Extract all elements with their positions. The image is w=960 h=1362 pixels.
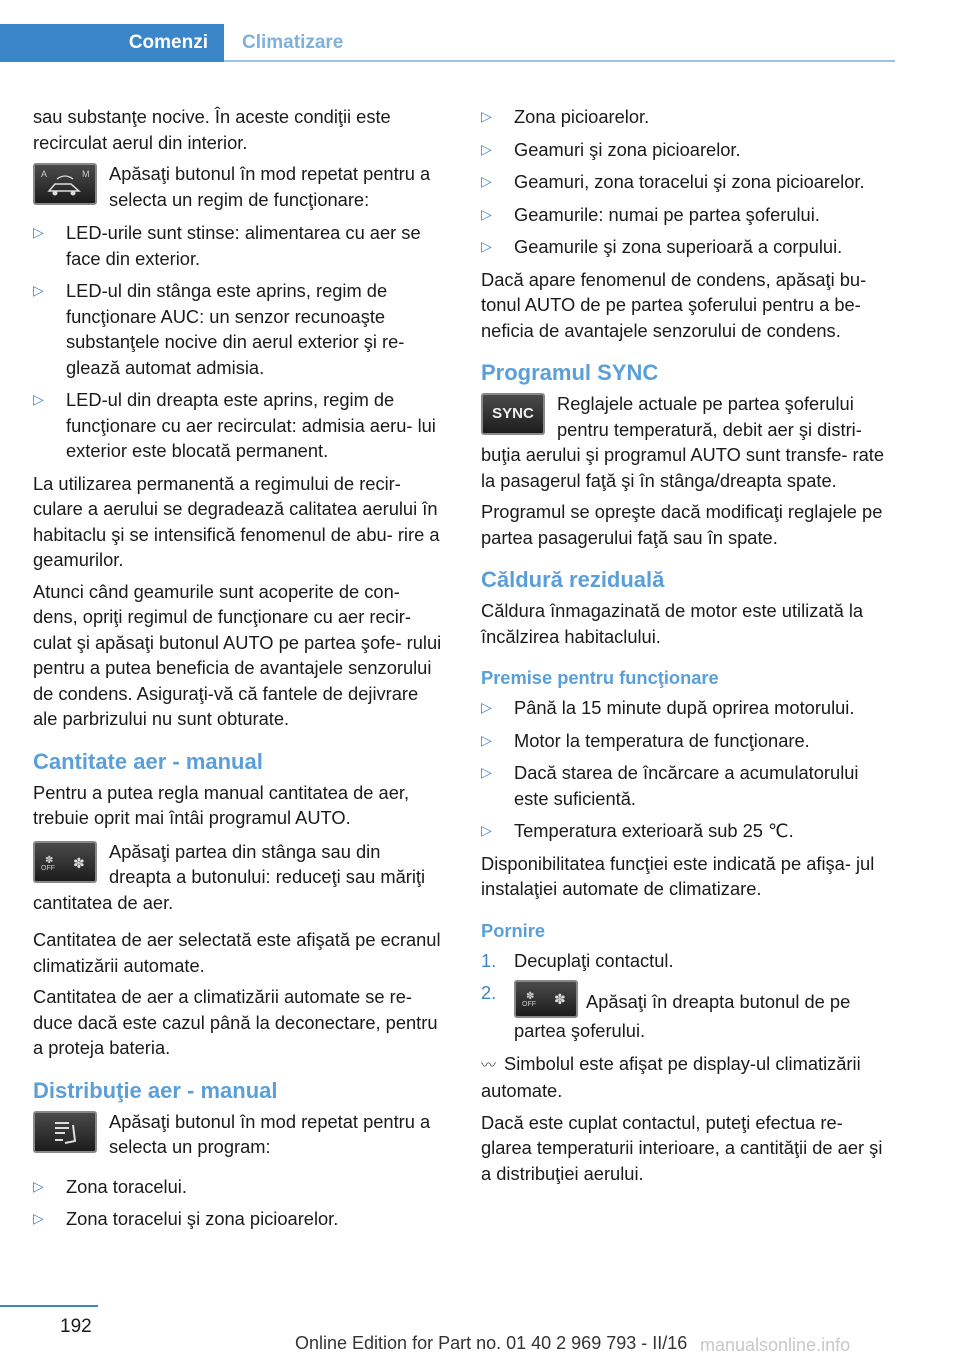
- sync-button-image: SYNC: [481, 393, 545, 435]
- air-distribution-icon: [35, 1113, 95, 1151]
- list-item: ▷ Până la 15 minute după oprirea motorului.: [481, 695, 895, 721]
- triangle-bullet-icon: ▷: [33, 282, 44, 298]
- footer-rule: [0, 1305, 98, 1307]
- triangle-bullet-icon: ▷: [33, 224, 44, 240]
- svg-text:A: A: [41, 169, 48, 179]
- paragraph: Dacă este cuplat contactul, puteţi efectua re‐ glarea temperaturii interioare, a cantităţii de aer şi a distribuţiei aerului.: [481, 1111, 883, 1184]
- list-item: ▷ Zona picioarelor.: [481, 104, 895, 130]
- paragraph: La utilizarea permanentă a regimului de recir‐ culare a aerului se degradează calitatea aerului în habitaclu şi se intensifică fenomenul de abu‐ rire a geamurilor.: [33, 472, 440, 570]
- paragraph: sau substanţe nocive. În aceste condiţii este recirculat aerul din interior.: [33, 106, 391, 153]
- list-item: ▷ Zona toracelui.: [33, 1174, 447, 1200]
- triangle-bullet-icon: ▷: [481, 205, 492, 222]
- svg-text:✽: ✽: [45, 854, 54, 866]
- list-item: ▷ Geamurile: numai pe partea şoferului.: [481, 202, 895, 228]
- section-heading: Distribuţie aer - manual: [33, 1077, 278, 1103]
- list-item: ▷ Dacă starea de încărcare a acumulatorului este suficientă.: [481, 762, 859, 809]
- air-recirculation-row: [33, 161, 447, 212]
- triangle-bullet-icon: ▷: [481, 238, 492, 254]
- bullet-list: [481, 695, 895, 844]
- triangle-bullet-icon: ▷: [481, 822, 492, 838]
- fan-icon: [516, 982, 576, 1016]
- list-item: ▷ Zona toracelui şi zona picioarelor.: [33, 1206, 447, 1232]
- numbered-list: [481, 948, 895, 1044]
- air-quantity-row: [33, 839, 447, 916]
- paragraph: 〰 Simbolul este afişat pe display-ul climatizării automate.: [481, 1052, 861, 1101]
- sync-description: Reglajele actuale pe partea şoferului pentru temperatură, debit aer şi distri‐ buţia aerului şi programul AUTO sunt transfe‐ rate la pasagerul faţă şi în stânga/dreapta spate.: [481, 393, 885, 491]
- triangle-bullet-icon: ▷: [481, 140, 492, 157]
- tab-climatizare[interactable]: Climatizare: [242, 32, 344, 53]
- list-item: ▷ Geamurile şi zona superioară a corpului.: [481, 234, 895, 260]
- triangle-bullet-icon: ▷: [33, 1177, 44, 1194]
- svg-text:OFF: OFF: [522, 1001, 536, 1008]
- list-item: ▷ LED-ul din stânga este aprins, regim de funcţionare AUC: un senzor recunoaşte substanţele nocive din aerul exterior şi re‐ glează automat admisia.: [33, 280, 405, 378]
- page-number: 192: [60, 1316, 92, 1337]
- triangle-bullet-icon: ▷: [481, 731, 492, 748]
- paragraph: Disponibilitatea funcţiei este indicată pe afişa‐ jul instalaţiei automate de climatizare.: [481, 852, 875, 899]
- button-instruction: Apăsaţi butonul în mod repetat pentru a selecta un regim de funcţionare:: [109, 163, 431, 210]
- fan-button-image: [514, 980, 578, 1018]
- triangle-bullet-icon: ▷: [481, 699, 492, 715]
- list-item: ▷ LED-urile sunt stinse: alimentarea cu aer se face din exterior.: [33, 222, 421, 269]
- tab-comenzi[interactable]: Comenzi: [0, 24, 224, 62]
- svg-text:✽: ✽: [554, 992, 566, 1008]
- car-recirculation-icon: [35, 165, 95, 203]
- air-distribution-row: [33, 1109, 447, 1160]
- subsection-heading: Premise pentru funcţionare: [481, 667, 719, 688]
- triangle-bullet-icon: ▷: [33, 1210, 44, 1226]
- triangle-bullet-icon: ▷: [33, 391, 44, 407]
- sync-row: [481, 391, 895, 493]
- bullet-list: [33, 220, 447, 464]
- paragraph: Dacă apare fenomenul de condens, apăsaţi bu‐ tonul AUTO de pe partea şoferului pentru a be‐ neficia de avantajele senzorului de condens.: [481, 268, 867, 341]
- heat-symbol-icon: 〰: [481, 1055, 497, 1074]
- list-item: ▷ Geamuri şi zona picioarelor.: [481, 137, 895, 163]
- triangle-bullet-icon: ▷: [481, 108, 492, 124]
- button-instruction: Apăsaţi partea din stânga sau din dreapta a butonului: reduceţi sau măriţi cantitatea de aer.: [33, 840, 426, 913]
- air-quantity-button-image: [33, 841, 97, 883]
- right-column: [481, 104, 895, 1192]
- list-item: ▷ LED-ul din dreapta este aprins, regim de funcţionare cu aer recirculat: admisia aeru‐ lui exterior este blocată permanent.: [33, 389, 436, 461]
- paragraph: Căldura înmagazinată de motor este utilizată la încălzirea habitaclului.: [481, 600, 864, 647]
- paragraph: Pentru a putea regla manual cantitatea de aer, trebuie oprit mai întâi programul AUTO.: [33, 781, 410, 828]
- svg-text:OFF: OFF: [41, 864, 55, 872]
- section-heading: Căldură reziduală: [481, 567, 665, 592]
- list-item: ▷ Motor la temperatura de funcţionare.: [481, 728, 895, 754]
- left-column: [33, 104, 447, 1239]
- paragraph: Atunci când geamurile sunt acoperite de con‐ dens, opriţi regimul de funcţionare cu aer recir‐ culat şi apăsaţi butonul AUTO pe partea şofe‐ rului pentru a putea beneficia de avantajele senzorului de condens. Asiguraţi-vă că fantele de dejivrare ale parbrizului nu sunt obturate.: [33, 580, 442, 729]
- tab-underline: [224, 60, 895, 62]
- list-item: ▷ Geamuri, zona toracelui şi zona picioarelor.: [481, 169, 895, 195]
- bullet-list: [33, 1174, 447, 1232]
- triangle-bullet-icon: ▷: [481, 173, 492, 189]
- list-item: 1. Decuplaţi contactul.: [481, 949, 674, 971]
- watermark: manualsonline.info: [700, 1335, 851, 1355]
- fan-icon: [35, 843, 95, 881]
- air-recirculation-button-image: [33, 163, 97, 205]
- paragraph: Cantitatea de aer a climatizării automate se re‐ duce dacă este cazul până la deconectare, pentru a proteja bateria.: [33, 986, 438, 1058]
- edition-text: Online Edition for Part no. 01 40 2 969 793 - II/16: [295, 1333, 688, 1353]
- section-heading: Cantitate aer - manual: [33, 748, 263, 774]
- button-instruction: Apăsaţi butonul în mod repetat pentru a selecta un program:: [109, 1110, 431, 1157]
- subsection-heading: Pornire: [481, 919, 546, 941]
- paragraph: Programul se opreşte dacă modificaţi reglajele pe partea pasagerului faţă sau în spate.: [481, 501, 883, 548]
- list-item: ▷ Temperatura exterioară sub 25 ℃.: [481, 818, 895, 844]
- paragraph: Cantitatea de aer selectată este afişată pe ecranul climatizării automate.: [33, 929, 441, 976]
- svg-text:✽: ✽: [73, 855, 85, 872]
- list-item: 2. OFF ✽ ✽ Apăsaţi în dreapta butonul de pe partea şoferului.: [481, 982, 851, 1041]
- bullet-list: [481, 104, 895, 260]
- triangle-bullet-icon: ▷: [481, 764, 492, 780]
- air-distribution-button-image: [33, 1111, 97, 1153]
- header-tabs: [0, 24, 895, 62]
- svg-text:M: M: [82, 169, 90, 179]
- section-heading: Programul SYNC: [481, 360, 659, 385]
- svg-text:✽: ✽: [526, 991, 535, 1002]
